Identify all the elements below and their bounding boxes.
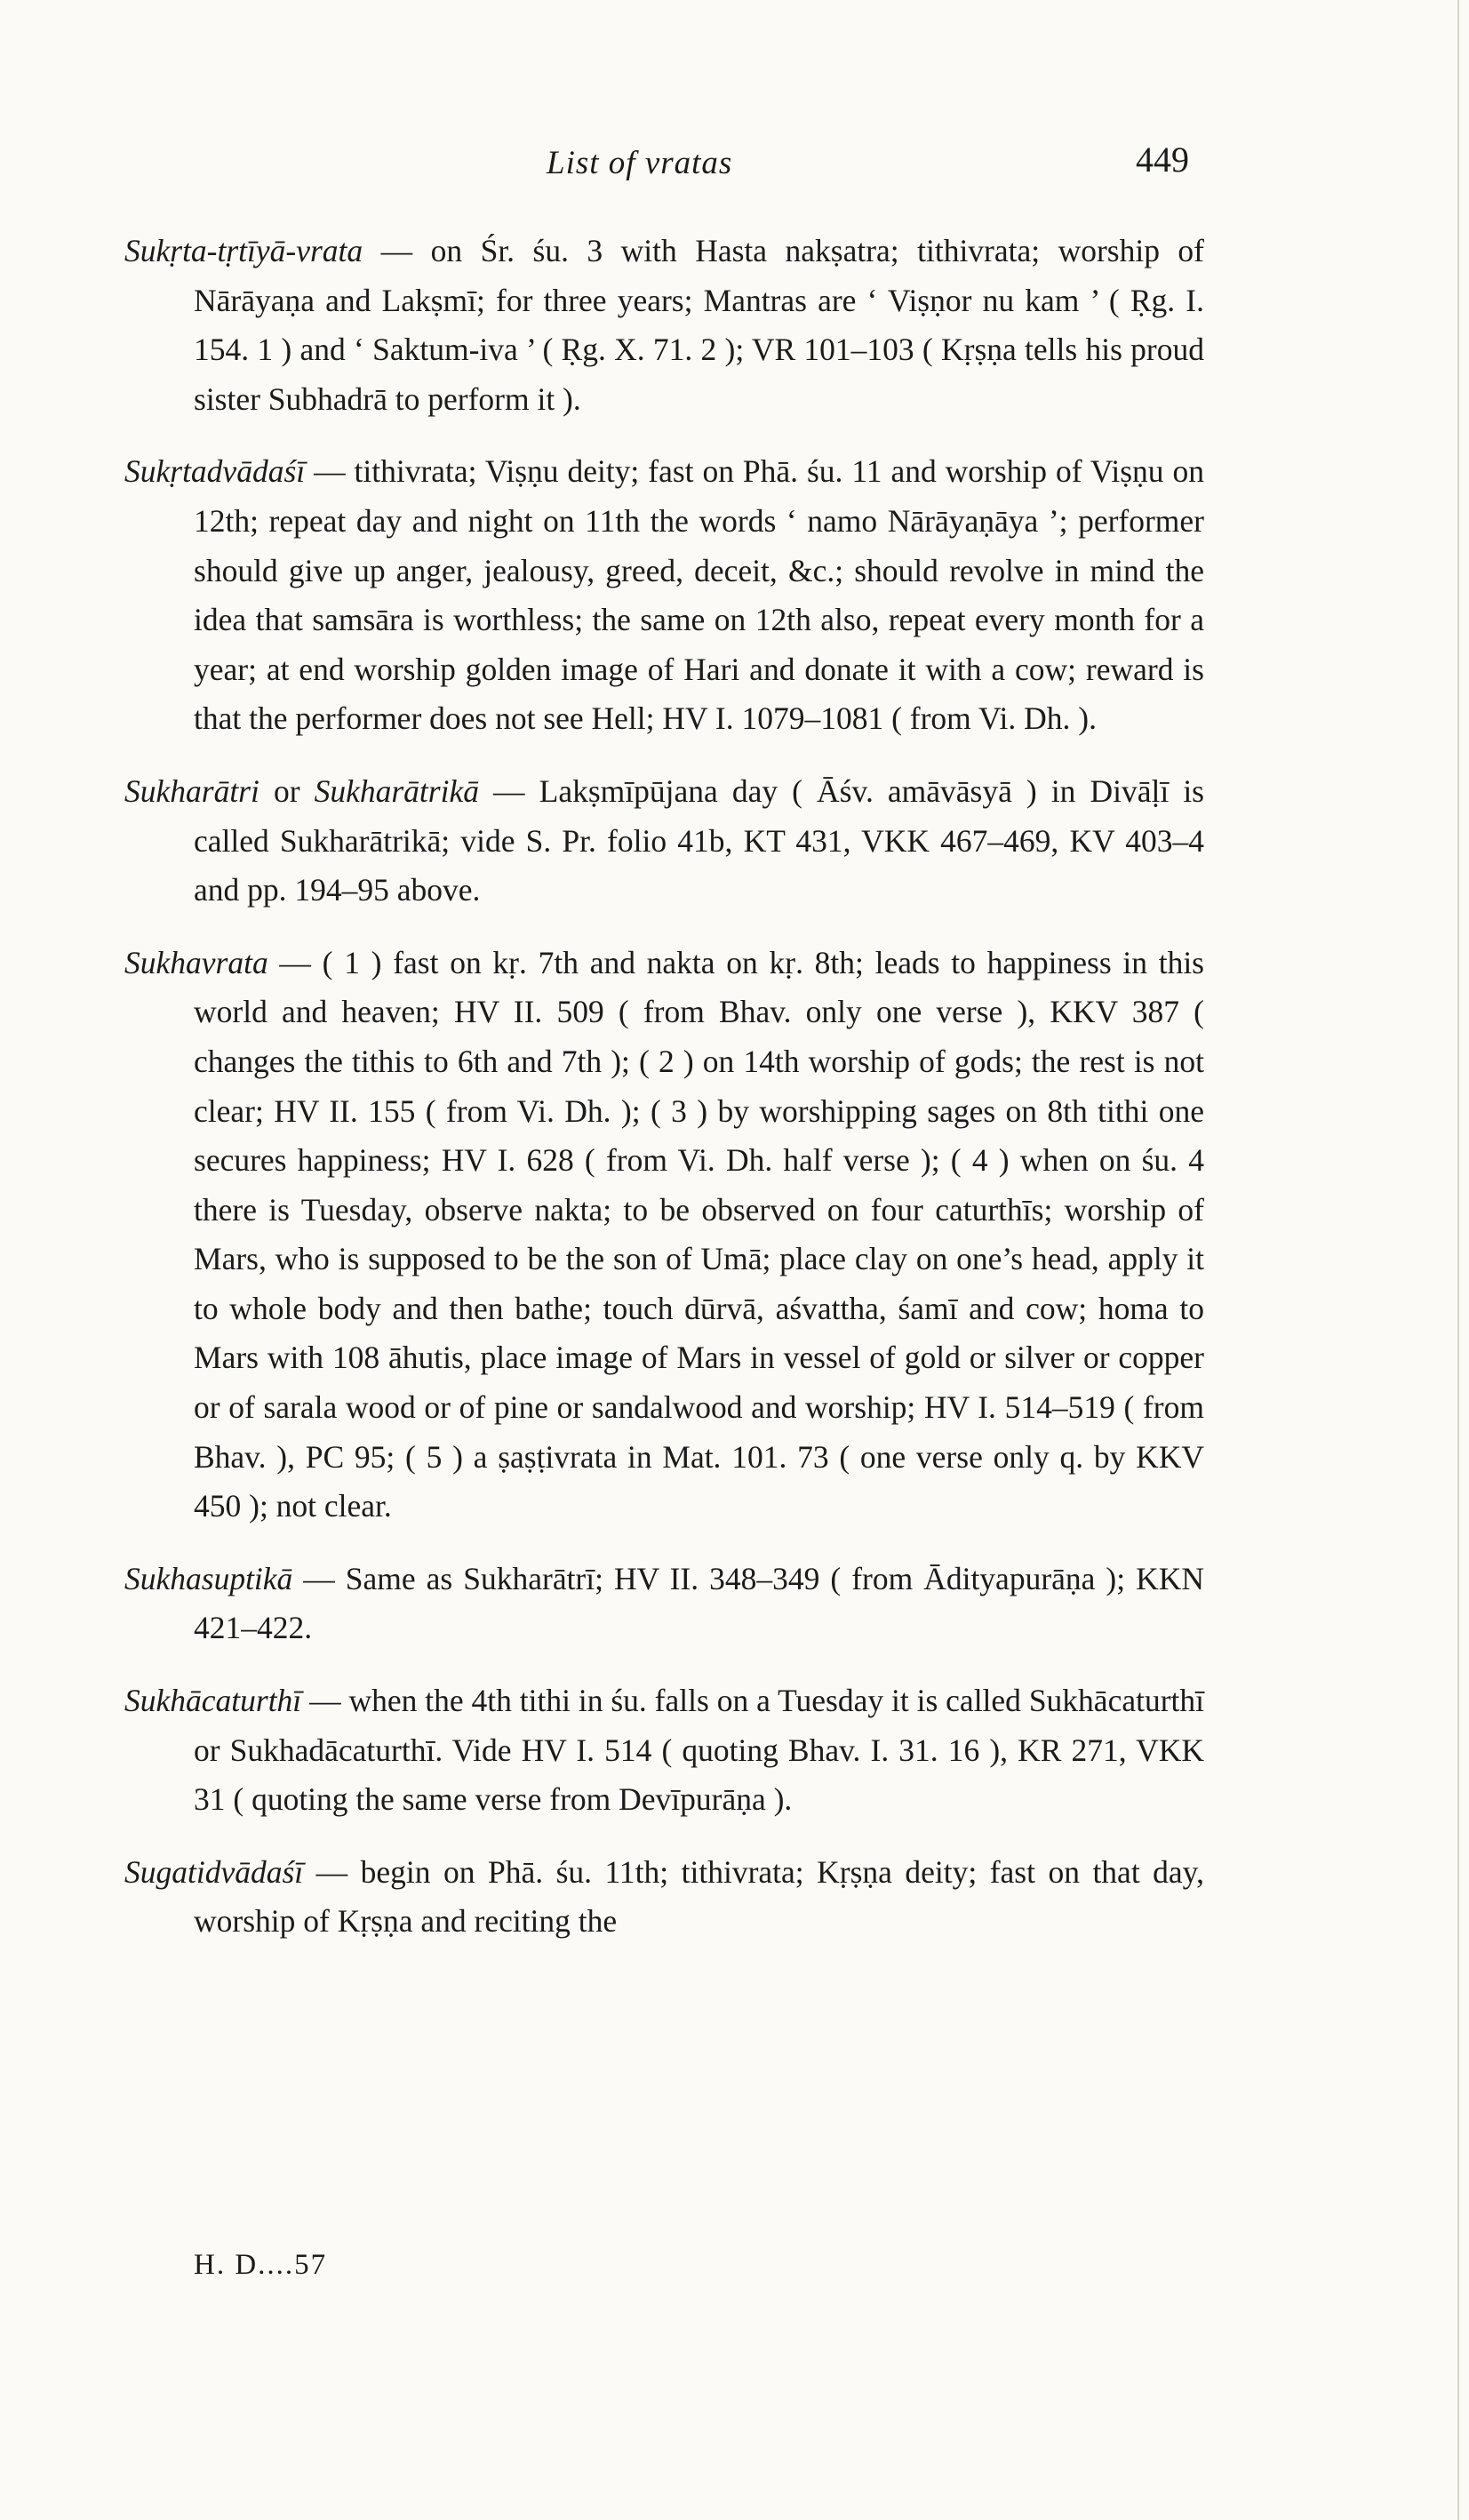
entry-headword: Sukhavrata <box>124 944 268 980</box>
entry-headword: Sugatidvādaśī <box>124 1853 304 1890</box>
entry-headword: Sukhasuptikā <box>124 1560 293 1596</box>
entry-text: — Lakṣmīpūjana day ( Āśv. amāvāsyā ) in Divāḷī is called Sukharātrikā; vide S. Pr. folio 41b, KT 431, VKK 467–469, KV 403–4 and pp. 194–95 above. <box>194 772 1204 908</box>
entry-sukrta-trtiya-vrata <box>124 227 1204 424</box>
entry-headword-alt: Sukharātrikā <box>314 772 479 809</box>
page-edge-rule <box>1457 0 1459 2520</box>
vrata-entries <box>124 227 1204 1970</box>
entry-sukhasuptika <box>124 1555 1204 1653</box>
entry-text: — begin on Phā. śu. 11th; tithivrata; Kṛṣṇa deity; fast on that day, worship of Kṛṣṇa and reciting the <box>194 1853 1204 1940</box>
entry-headword: Sukhācaturthī <box>124 1683 302 1719</box>
entry-text: — Same as Sukharātrī; HV II. 348–349 ( from Ādityapurāṇa ); KKN 421–422. <box>194 1560 1204 1646</box>
signature-mark: H. D....57 <box>194 2249 328 2281</box>
running-head <box>0 133 1469 187</box>
entry-connector: or <box>259 772 315 809</box>
entry-text: — ( 1 ) fast on kṛ. 7th and nakta on kṛ. 8th; leads to happiness in this world and heaven; HV II. 509 ( from Bhav. only one verse ), KKV 387 ( changes the tithis to 6th and 7th ); ( 2 ) on 14th worship of gods; the rest is not clear; HV II. 155 ( from Vi. Dh. ); ( 3 ) by worshipping sages on 8th tithi one secures happiness; HV I. 628 ( from Vi. Dh. half verse ); ( 4 ) when on śu. 4 there is Tuesday, observe nakta; to be observed on four caturthīs; worship of Mars, who is supposed to be the son of Umā; place clay on one’s head, apply it to whole body and then bathe; touch dūrvā, aśvattha, śamī and cow; homa to Mars with 108 āhutis, place image of Mars in vessel of gold or silver or copper or of sarala wood or of pine or sandalwood and worship; HV I. 514–519 ( from Bhav. ), PC 95; ( 5 ) a ṣaṣṭivrata in Mat. 101. 73 ( one verse only q. by KKV 450 ); not clear. <box>194 944 1204 1524</box>
entry-sukrtadvadasi <box>124 447 1204 744</box>
entry-headword: Sukṛta-tṛtīyā-vrata <box>124 233 363 268</box>
entry-headword: Sukharātri <box>124 772 259 809</box>
running-title: List of vratas <box>547 145 733 181</box>
entry-sugatidvadasi <box>124 1848 1204 1947</box>
entry-sukhacaturthi <box>124 1676 1204 1825</box>
entry-sukharatri <box>124 767 1204 916</box>
entry-headword: Sukṛtadvādaśī <box>124 453 306 490</box>
page-number: 449 <box>1136 140 1189 180</box>
entry-text: — on Śr. śu. 3 with Hasta nakṣatra; tithivrata; worship of Nārāyaṇa and Lakṣmī; for three years; Mantras are ‘ Viṣṇor nu kam ’ ( Ṛg. I. 154. 1 ) and ‘ Saktum-iva ’ ( Ṛg. X. 71. 2 ); VR 101–103 ( Kṛṣṇa tells his proud sister Subhadrā to perform it ). <box>194 233 1204 417</box>
entry-text: — when the 4th tithi in śu. falls on a Tuesday it is called Sukhācaturthī or Sukhadācaturthī. Vide HV I. 514 ( quoting Bhav. I. 31. 16 ), KR 271, VKK 31 ( quoting the same verse from Devīpurāṇa ). <box>194 1683 1204 1818</box>
entry-text: — tithivrata; Viṣṇu deity; fast on Phā. śu. 11 and worship of Viṣṇu on 12th; repeat day and night on 11th the words ‘ namo Nārāyaṇāya ’; performer should give up anger, jealousy, greed, deceit, &c.; should revolve in mind the idea that samsāra is worthless; the same on 12th also, repeat every month for a year; at end worship golden image of Hari and donate it with a cow; reward is that the performer does not see Hell; HV I. 1079–1081 ( from Vi. Dh. ). <box>194 453 1204 737</box>
entry-sukhavrata <box>124 939 1204 1532</box>
